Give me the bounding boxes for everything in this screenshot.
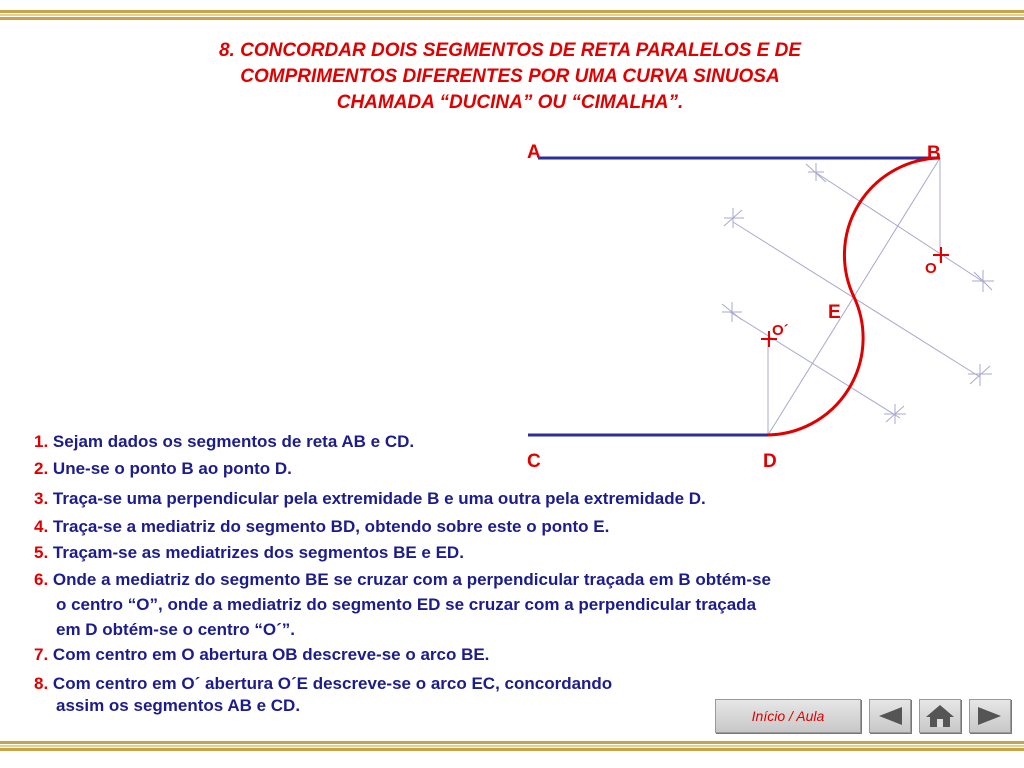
step-number: 5. <box>34 543 49 562</box>
step-number: 1. <box>34 432 49 451</box>
step-number: 2. <box>34 459 49 478</box>
step-text: Une-se o ponto B ao ponto D. <box>52 459 292 478</box>
step-number: 4. <box>34 517 49 536</box>
step-3 <box>34 488 706 510</box>
step-text: Traça-se a mediatriz do segmento BD, obtendo sobre este o ponto E. <box>52 517 610 536</box>
step-number: 8. <box>34 674 49 693</box>
label-point-d: D <box>763 451 777 472</box>
mediatrix-ed <box>730 312 900 418</box>
step-8 <box>34 673 612 717</box>
step-1 <box>34 431 414 453</box>
step-text: Onde a mediatriz do segmento BE se cruzar com a perpendicular traçada em B obtém-se <box>52 570 771 589</box>
step-number: 7. <box>34 645 49 664</box>
step-text-continuation: em D obtém-se o centro “O´”. <box>56 620 295 639</box>
step-4 <box>34 516 609 538</box>
step-7 <box>34 644 489 666</box>
label-point-b: B <box>927 143 941 164</box>
inicio-aula-button[interactable] <box>715 699 861 733</box>
step-text: Sejam dados os segmentos de reta AB e CD. <box>52 432 415 451</box>
label-point-c: C <box>527 451 541 472</box>
step-number: 3. <box>34 489 49 508</box>
title-line-2: COMPRIMENTOS DIFERENTES POR UMA CURVA SINUOSA <box>240 66 780 87</box>
step-text-continuation: assim os segmentos AB e CD. <box>56 696 301 715</box>
construction-lines <box>722 158 994 435</box>
previous-slide-button[interactable] <box>869 699 911 733</box>
step-number: 6. <box>34 570 49 589</box>
label-point-a: A <box>527 142 541 163</box>
step-text: Com centro em O abertura OB descreve-se o arco BE. <box>52 645 490 664</box>
step-text: Com centro em O´ abertura O´E descreve-se o arco EC, concordando <box>52 674 613 693</box>
inicio-aula-label: Início / Aula <box>751 708 825 724</box>
step-5 <box>34 542 464 564</box>
house-icon <box>925 703 955 729</box>
title-line-1: 8. CONCORDAR DOIS SEGMENTOS DE RETA PARALELOS E DE <box>218 40 802 61</box>
mediatrix-be <box>815 172 985 283</box>
crossing-marks <box>722 163 994 424</box>
next-slide-button[interactable] <box>969 699 1011 733</box>
label-center-o-prime: O´ <box>772 322 789 339</box>
step-text: Traça-se uma perpendicular pela extremidade B e uma outra pela extremidade D. <box>52 489 706 508</box>
step-6 <box>34 567 771 642</box>
label-center-o: O <box>925 260 937 277</box>
home-button[interactable] <box>919 699 961 733</box>
triangle-left-icon <box>876 705 904 727</box>
step-2 <box>34 458 292 480</box>
title-line-3: CHAMADA “DUCINA” OU “CIMALHA”. <box>336 92 684 113</box>
triangle-right-icon <box>976 705 1004 727</box>
step-text-continuation: o centro “O”, onde a mediatriz do segmento ED se cruzar com a perpendicular traçada <box>56 595 757 614</box>
bottom-decorative-band <box>0 741 1024 751</box>
label-point-e: E <box>828 302 841 323</box>
step-text: Traçam-se as mediatrizes dos segmentos BE e ED. <box>52 543 464 562</box>
